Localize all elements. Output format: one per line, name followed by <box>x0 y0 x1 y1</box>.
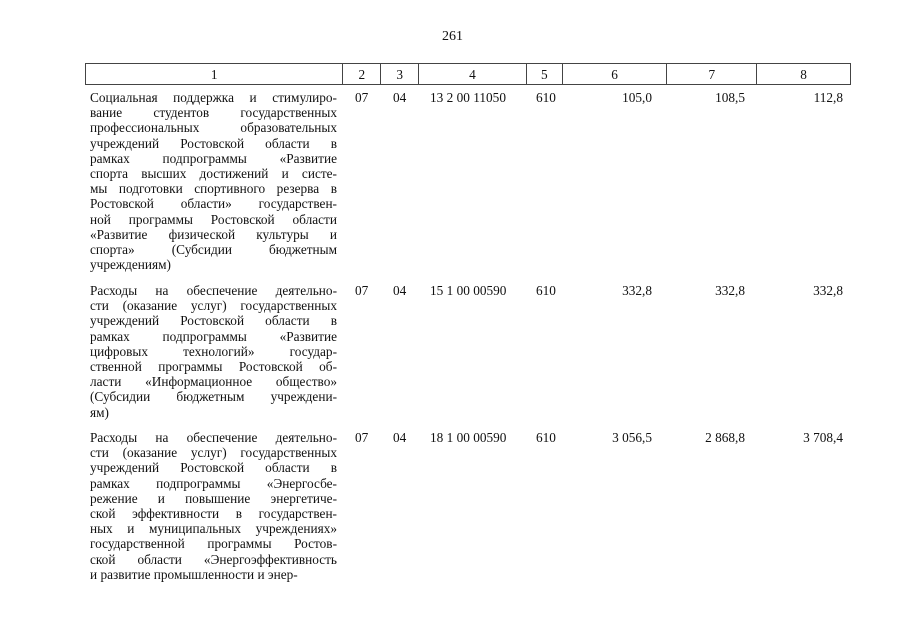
description-line: Расходы на обеспечение деятельно- <box>90 430 337 445</box>
description-line: ской эффективности в государствен- <box>90 506 337 522</box>
description-line: учреждений Ростовской области в <box>90 135 337 151</box>
description-line: ственной программы Ростовской об- <box>90 359 337 375</box>
cell-c6: 332,8 <box>622 283 652 298</box>
description-line: государственной программы Ростов- <box>90 536 337 552</box>
header-col-3: 3 <box>381 64 419 84</box>
cell-c6: 3 056,5 <box>612 430 652 445</box>
description-line: Расходы на обеспечение деятельно- <box>90 283 337 298</box>
cell-c5: 610 <box>536 90 556 105</box>
cell-c5: 610 <box>536 430 556 445</box>
description-line: сти (оказание услуг) государственных <box>90 298 337 314</box>
cell-c7: 332,8 <box>715 283 745 298</box>
cell-c7: 2 868,8 <box>705 430 745 445</box>
header-col-1: 1 <box>86 64 343 84</box>
description-line: сти (оказание услуг) государственных <box>90 445 337 461</box>
row-description <box>90 430 337 582</box>
cell-c4: 18 1 00 00590 <box>430 430 507 445</box>
description-line: спорта» (Субсидии бюджетным <box>90 242 337 258</box>
cell-c8: 3 708,4 <box>803 430 843 445</box>
header-col-8: 8 <box>800 67 807 82</box>
description-line: учреждений Ростовской области в <box>90 313 337 329</box>
cell-c4: 15 1 00 00590 <box>430 283 507 298</box>
description-line: рамках подпрограммы «Развитие <box>90 328 337 344</box>
description-line: ласти «Информационное общество» <box>90 374 337 390</box>
description-line: цифровых технологий» государ- <box>90 343 337 359</box>
cell-c5: 610 <box>536 283 556 298</box>
description-line: (Субсидии бюджетным учреждени- <box>90 389 337 405</box>
description-line: Социальная поддержка и стимулиро- <box>90 90 337 105</box>
cell-c2: 07 <box>355 283 369 298</box>
cell-c6: 105,0 <box>622 90 652 105</box>
description-line: ной программы Ростовской области <box>90 211 337 227</box>
description-line: рамках подпрограммы «Развитие <box>90 150 337 166</box>
description-line: рамках подпрограммы «Энергосбе- <box>90 475 337 491</box>
description-line: мы подготовки спортивного резерва в <box>90 181 337 197</box>
cell-c2: 07 <box>355 90 369 105</box>
description-line: ям) <box>90 404 109 420</box>
cell-c3: 04 <box>393 283 407 298</box>
cell-c3: 04 <box>393 430 407 445</box>
description-line: режение и повышение энергетиче- <box>90 490 337 506</box>
description-line: учреждениям) <box>90 257 171 273</box>
cell-c2: 07 <box>355 430 369 445</box>
header-col-2: 2 <box>343 64 381 84</box>
description-line: учреждений Ростовской области в <box>90 460 337 476</box>
header-col-6: 6 <box>563 64 668 84</box>
cell-c8: 332,8 <box>813 283 843 298</box>
description-line: «Развитие физической культуры и <box>90 226 337 242</box>
description-line: ской области «Энергоэффективность <box>90 551 337 567</box>
page-number: 261 <box>442 29 463 44</box>
header-col-4: 4 <box>419 64 527 84</box>
description-line: профессиональных образовательных <box>90 120 337 136</box>
header-col-7: 7 <box>667 64 757 84</box>
description-line: ных и муниципальных учреждениях» <box>90 521 337 537</box>
row-description <box>90 90 337 272</box>
table-header <box>85 63 851 85</box>
row-description <box>90 283 337 420</box>
cell-c3: 04 <box>393 90 407 105</box>
cell-c4: 13 2 00 11050 <box>430 90 506 105</box>
description-line: и развитие промышленности и энер- <box>90 566 298 582</box>
description-line: Ростовской области» государствен- <box>90 196 337 212</box>
cell-c7: 108,5 <box>715 90 745 105</box>
description-line: спорта высших достижений и систе- <box>90 166 337 182</box>
cell-c8: 112,8 <box>813 90 843 105</box>
description-line: вание студентов государственных <box>90 105 337 121</box>
header-col-5: 5 <box>527 64 563 84</box>
